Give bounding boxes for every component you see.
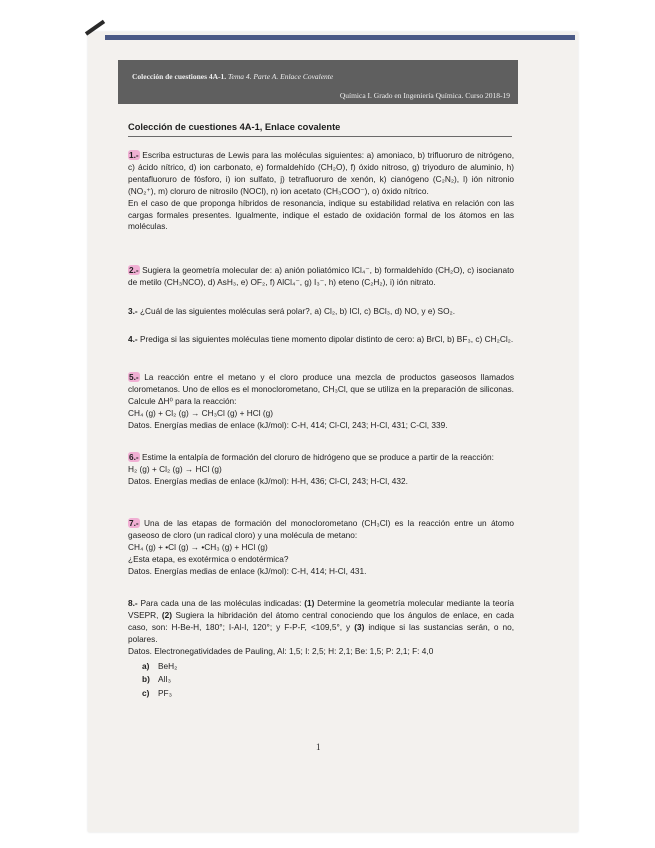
question-extra: En el caso de que proponga híbridos de resonancia, indique su estabilidad relativa en relación con las cargas formales presentes. Igualmente, indique el estado de oxidación formal de los átomos en las moléculas. bbox=[128, 197, 514, 232]
molecule-list bbox=[142, 660, 514, 701]
question-datos: Datos. Energías medias de enlace (kJ/mol): C-H, 414; H-Cl, 431. bbox=[128, 565, 367, 576]
question-number: 1.- bbox=[129, 150, 139, 160]
list-item bbox=[142, 673, 514, 687]
question-7 bbox=[128, 518, 514, 578]
document-title: Colección de cuestiones 4A-1, Enlace covalente bbox=[128, 122, 341, 132]
question-text: Sugiera la geometría molecular de: a) anión poliatómico ICl₄⁻, b) formaldehído (CH₂O), c) isocianato de metilo (CH₃NCO), d) AsH₃, e) OF₂, f) AlCl₄⁻, g) I₃⁻, h) eteno (C₂H₂), i) ión nitrato. bbox=[128, 265, 514, 287]
question-datos: Datos. Energías medias de enlace (kJ/mol): C-H, 414; Cl-Cl, 243; H-Cl, 431; C-Cl, 339. bbox=[128, 419, 448, 430]
question-text-d: indique si las sustancias serán, o no, polares. bbox=[128, 621, 515, 644]
question-number: 4.- bbox=[128, 334, 138, 344]
question-equation: CH₄ (g) + •Cl (g) → •CH₃ (g) + HCl (g) bbox=[128, 541, 268, 552]
step-2-marker: (2) bbox=[161, 609, 173, 620]
step-1-marker: (1) bbox=[304, 598, 315, 608]
question-datos: Datos. Energías medias de enlace (kJ/mol): H-H, 436; Cl-Cl, 243; H-Cl, 432. bbox=[128, 475, 408, 486]
title-rule bbox=[128, 136, 512, 137]
question-2 bbox=[128, 265, 514, 289]
list-item-key: b) bbox=[142, 674, 150, 685]
list-item-value: BeH₂ bbox=[158, 660, 178, 671]
question-equation: H₂ (g) + Cl₂ (g) → HCl (g) bbox=[128, 463, 222, 474]
question-text: ¿Cuál de las siguientes moléculas será polar?, a) Cl₂, b) ICl, c) BCl₃, d) NO, y e) SO₂. bbox=[137, 306, 456, 316]
header-course: Química I. Grado en Ingeniería Química. Curso 2018-19 bbox=[339, 91, 510, 100]
question-equation: CH₄ (g) + Cl₂ (g) → CH₃Cl (g) + HCl (g) bbox=[128, 407, 274, 418]
question-text: Prediga si las siguientes moléculas tiene momento dipolar distinto de cero: a) BrCl, b) BF₃, c) CH₂Cl₂. bbox=[137, 334, 514, 344]
question-text: Una de las etapas de formación del monoclorometano (CH₃Cl) es la reacción entre un átomo gaseoso de cloro (un radical cloro) y una molécula de metano: bbox=[128, 518, 514, 540]
step-3-marker: (3) bbox=[354, 621, 365, 632]
question-number: 2.- bbox=[129, 265, 139, 275]
question-4 bbox=[128, 334, 514, 346]
question-5 bbox=[128, 372, 514, 432]
question-text: Escriba estructuras de Lewis para las moléculas siguientes: a) amoniaco, b) trifluoruro de nitrógeno, c) ácido nítrico, d) ion carbonato, e) formaldehído (CH₂O), f) óxido nitroso, g) triyoduro de aluminio, h) pentafluoruro de fósforo, i) ion sulfato, j) tetrafluoruro de xenón, k) cianógeno (C₂N₂), l) ión nitronio (NO₂⁺), m) cloruro de nitrosilo (NOCl), n) ion acetato (CH₃COO⁻), o) óxido nítrico. bbox=[128, 150, 514, 196]
question-number: 5.- bbox=[129, 372, 139, 382]
header-title bbox=[132, 72, 333, 81]
question-number: 8.- bbox=[128, 598, 138, 608]
list-item-value: AlI₃ bbox=[158, 674, 172, 685]
header-banner bbox=[118, 60, 518, 104]
header-title-italic: Tema 4. Parte A. Enlace Covalente bbox=[226, 72, 334, 81]
question-datos: Datos. Electronegatividades de Pauling, Al: 1,5; I: 2,5; H: 2,1; Be: 1,5; P: 2,1; F: 4,0 bbox=[128, 645, 434, 656]
list-item bbox=[142, 687, 514, 701]
question-number: 3.- bbox=[128, 306, 138, 316]
question-text-a: Para cada una de las moléculas indicadas: bbox=[137, 598, 305, 608]
page-number: 1 bbox=[316, 742, 321, 752]
list-item-key: a) bbox=[142, 660, 150, 671]
question-3 bbox=[128, 306, 514, 318]
header-title-bold: Colección de cuestiones 4A-1. bbox=[132, 72, 227, 81]
question-6 bbox=[128, 452, 514, 488]
top-edge-stripe bbox=[105, 35, 575, 40]
list-item-key: c) bbox=[142, 687, 150, 698]
question-prompt: ¿Esta etapa, es exotérmica o endotérmica? bbox=[128, 553, 289, 564]
question-text-b: Determine la geometría molecular mediante la teoría VSEPR, bbox=[128, 598, 514, 620]
question-text: Estime la entalpía de formación del cloruro de hidrógeno que se produce a partir de la reacción: bbox=[139, 452, 494, 462]
question-text: La reacción entre el metano y el cloro produce una mezcla de productos gaseosos llamados clorometanos. Uno de ellos es el monoclorometano, CH₃Cl, que se utiliza en la preparación de siliconas. Calcule ΔH⁰ para la reacción: bbox=[128, 372, 514, 406]
question-number: 7.- bbox=[129, 518, 139, 528]
question-8 bbox=[128, 598, 514, 700]
question-1 bbox=[128, 150, 514, 233]
question-number: 6.- bbox=[129, 452, 139, 462]
question-text-c: Sugiera la hibridación del átomo central conociendo que los ángulos de enlace, en cada caso, son: H-Be-H, 180°; I-Al-I, 120°; y F-P-F, <109,5°, y bbox=[128, 609, 514, 632]
list-item-value: PF₃ bbox=[158, 687, 172, 698]
list-item bbox=[142, 660, 514, 674]
